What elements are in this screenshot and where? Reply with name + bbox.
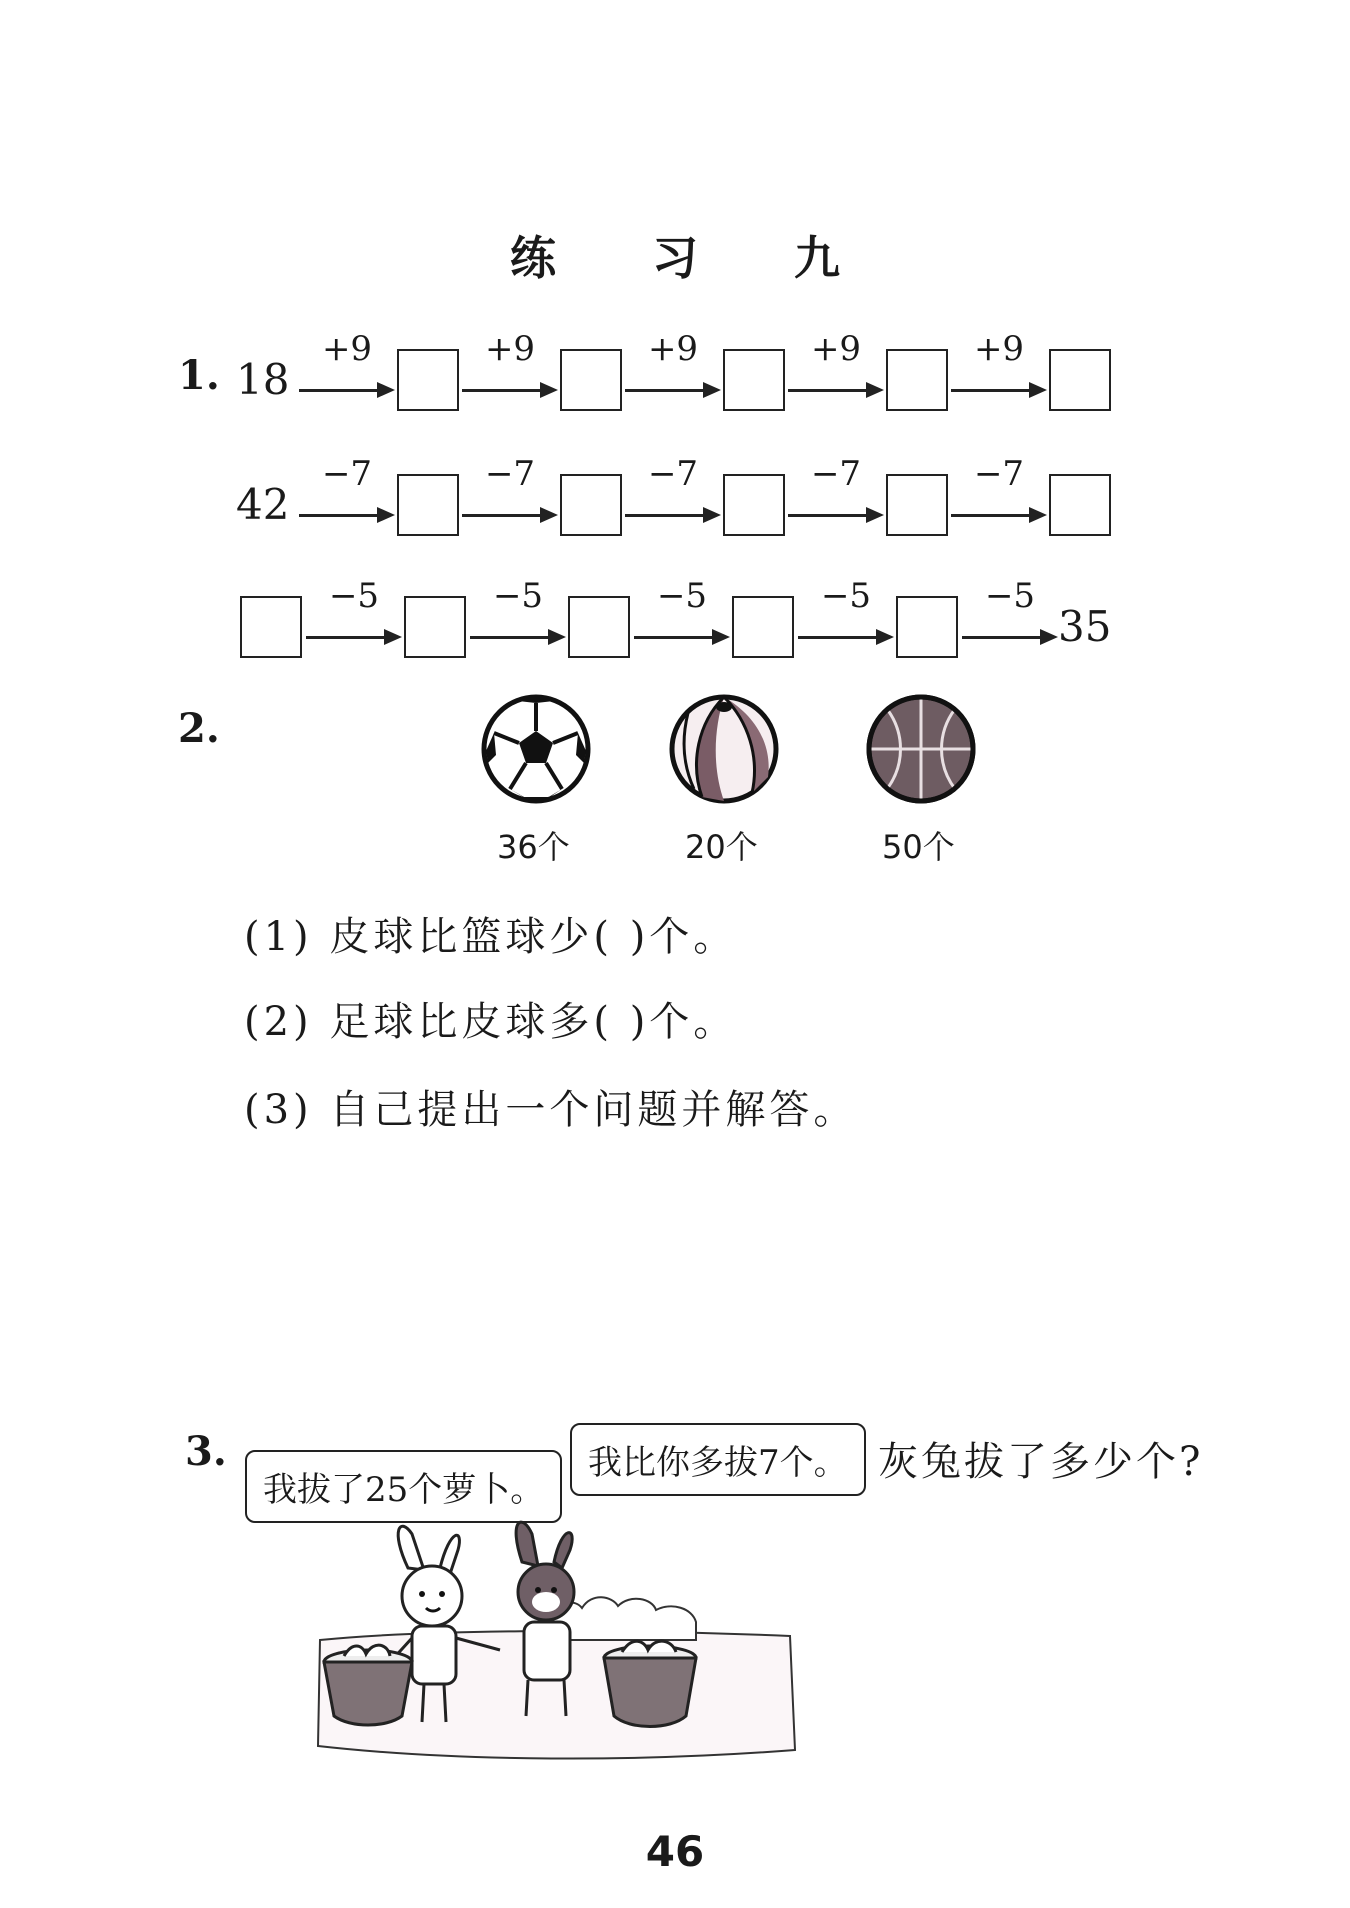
page-number: 46 (645, 1827, 705, 1876)
soccer-ball-icon (480, 693, 592, 805)
answer-box[interactable] (896, 596, 958, 658)
answer-box[interactable] (560, 474, 622, 536)
basketball-icon (865, 693, 977, 805)
arrow-step: −5 (634, 592, 730, 662)
answer-box[interactable] (560, 349, 622, 411)
arrow-step: +9 (462, 345, 558, 415)
answer-box[interactable] (732, 596, 794, 658)
answer-box[interactable] (723, 474, 785, 536)
arrow-step: −5 (962, 592, 1058, 662)
arrow-step: −7 (788, 470, 884, 540)
speech-bubble-gray-rabbit: 我比你多拔7个。 (570, 1423, 866, 1496)
chain-row-3 (236, 576, 1136, 662)
chain-row-2 (236, 454, 1136, 540)
answer-box[interactable] (568, 596, 630, 658)
arrow-step: −5 (470, 592, 566, 662)
answer-box[interactable] (240, 596, 302, 658)
speech-bubble-white-rabbit: 我拔了25个萝卜。 (245, 1450, 562, 1523)
arrow-step: +9 (788, 345, 884, 415)
question-1-number: 1. (178, 352, 220, 399)
page-title: 练 习 九 (509, 231, 881, 285)
rabbits-illustration (300, 1510, 800, 1765)
chain-row-1 (236, 329, 1136, 415)
arrow-step: −7 (625, 470, 721, 540)
arrow-step: +9 (625, 345, 721, 415)
beach-ball-count: 20个 (685, 828, 758, 866)
answer-box[interactable] (397, 474, 459, 536)
question-3-text: 灰兔拔了多少个? (878, 1439, 1204, 1485)
arrow-step: −7 (462, 470, 558, 540)
arrow-step: −5 (798, 592, 894, 662)
soccer-ball-count: 36个 (497, 828, 570, 866)
beach-ball-icon (668, 693, 780, 805)
arrow-step: +9 (299, 345, 395, 415)
answer-box[interactable] (404, 596, 466, 658)
question-2-2: (2) 足球比皮球多( )个。 (244, 999, 738, 1045)
question-2-1: (1) 皮球比篮球少( )个。 (244, 914, 738, 960)
answer-box[interactable] (1049, 349, 1111, 411)
question-2-3: (3) 自己提出一个问题并解答。 (244, 1087, 858, 1133)
answer-box[interactable] (886, 349, 948, 411)
answer-box[interactable] (1049, 474, 1111, 536)
chain-start-number: 42 (236, 480, 290, 529)
arrow-step: −7 (951, 470, 1047, 540)
question-3-number: 3. (185, 1428, 227, 1475)
question-2-number: 2. (178, 705, 220, 752)
arrow-step: +9 (951, 345, 1047, 415)
answer-box[interactable] (397, 349, 459, 411)
arrow-step: −5 (306, 592, 402, 662)
basketball-count: 50个 (882, 828, 955, 866)
chain-end-number: 35 (1058, 602, 1112, 651)
chain-start-number: 18 (236, 355, 290, 404)
answer-box[interactable] (723, 349, 785, 411)
arrow-step: −7 (299, 470, 395, 540)
answer-box[interactable] (886, 474, 948, 536)
